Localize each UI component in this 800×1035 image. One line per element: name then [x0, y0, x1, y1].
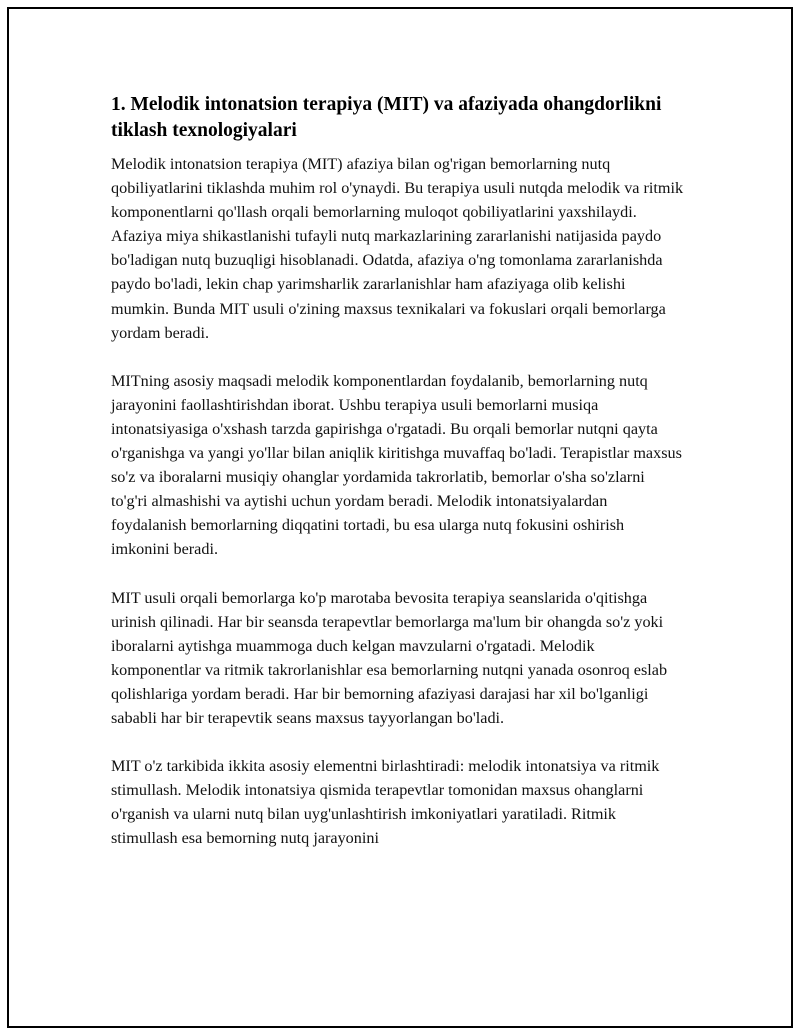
paragraph-4: MIT o'z tarkibida ikkita asosiy elementni birlashtiradi: melodik intonatsiya va ritmik stimullash. Melodik intonatsiya qismida terapevtlar tomonidan maxsus ohanglarni o'rganish va ularni nutq bilan uyg'unlashtirish imkoniyatlari yaratiladi. Ritmik stimullash esa bemorning nutq jarayonini: [111, 757, 660, 848]
paragraph-3: MIT usuli orqali bemorlarga ko'p marotaba bevosita terapiya seanslarida o'qitishga urinish qilinadi. Har bir seansda terapevtlar bemorlarga ma'lum bir ohangda so'z yoki iboralarni aytishga muammoga duch kelgan mavzularni o'rgatadi. Melodik komponentlar va ritmik takrorlanishlar esa bemorlarning nutqni yanada osonroq eslab qolishlariga yordam beradi. Har bir bemorning afaziyasi darajasi har xil bo'lganligi sababli har bir terapevtik seans maxsus tayyorlangan bo'ladi.: [111, 588, 668, 727]
paragraph-1: Melodik intonatsion terapiya (MIT) afaziya bilan og'rigan bemorlarning nutq qobiliyatlarini tiklashda muhim rol o'ynaydi. Bu terapiya usuli nutqda melodik va ritmik komponentlarni qo'llash orqali bemorlarning muloqot qobiliyatlarini yaxshilaydi. Afaziya miya shikastlanishi tufayli nutq markazlarining zararlanishi natijasida paydo bo'ladigan nutq buzuqligi hisoblanadi. Odatda, afaziya o'ng tomonlama zararlanishda paydo bo'ladi, lekin chap yarimsharlik zararlanishlar ham afaziyaga olib kelishi mumkin. Bunda MIT usuli o'zining maxsus texnikalari va fokuslari orqali bemorlarga yordam beradi.: [111, 155, 684, 342]
paragraph-2: MITning asosiy maqsadi melodik komponentlardan foydalanib, bemorlarning nutq jarayonini faollashtirishdan iborat. Ushbu terapiya usuli bemorlarni musiqa intonatsiyasiga o'xshash tarzda gapirishga o'rgatadi. Bu orqali bemorlar nutqni qayta o'rganishga va yangi yo'llar bilan aniqlik kiritishga muvaffaq bo'ladi. Terapistlar maxsus so'z va iboralarni musiqiy ohanglar yordamida takrorlatib, bemorlar o'sha so'zlarni to'g'ri almashishi va aytishi uchun yordam beradi. Melodik intonatsiyalardan foydalanish bemorlarning diqqatini tortadi, bu esa ularga nutq fokusini oshirish imkonini beradi.: [111, 371, 682, 559]
document-body: [111, 92, 685, 874]
section-title: 1. Melodik intonatsion terapiya (MIT) va afaziyada ohangdorlikni tiklash texnologiyalari: [111, 94, 662, 141]
